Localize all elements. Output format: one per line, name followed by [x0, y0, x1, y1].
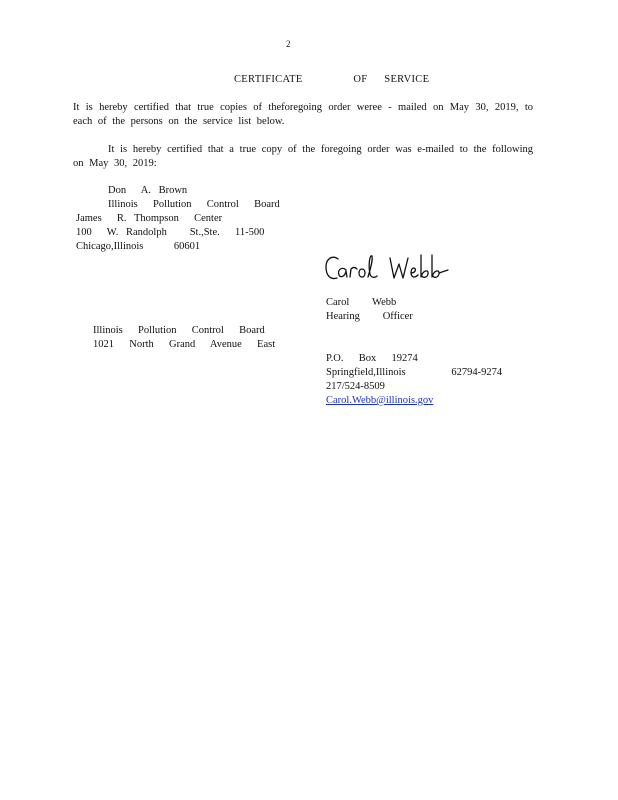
email-recipient-organization: Illinois Pollution Control Board [93, 325, 265, 336]
signature-text: Carol Webb [324, 285, 329, 286]
document-title: CERTIFICATE OF SERVICE [234, 74, 430, 85]
emailed-certification-paragraph: It is hereby certified that a true copy of the foregoing order was e-mailed to the following on May 30, 2019: [73, 144, 533, 169]
recipient-street: 100 W. Randolph St.,Ste. 11-500 [76, 227, 265, 238]
signatory-title: Hearing Officer [326, 311, 413, 322]
email-recipient-street: 1021 North Grand Avenue East [93, 339, 276, 350]
recipient-name: Don A. Brown [108, 185, 188, 196]
signatory-email-link[interactable]: Carol.Webb@illinois.gov [326, 395, 434, 406]
signatory-phone: 217/524-8509 [326, 381, 385, 392]
signature-image [324, 252, 452, 286]
signatory-po-box: P.O. Box 19274 [326, 353, 418, 364]
page-number: 2 [286, 39, 291, 49]
recipient-city: Chicago,Illinois 60601 [76, 241, 201, 252]
recipient-building: James R. Thompson Center [76, 213, 223, 224]
recipient-organization: Illinois Pollution Control Board [108, 199, 280, 210]
signatory-name: Carol Webb [326, 297, 397, 308]
mailed-certification-paragraph: It is hereby certified that true copies of theforegoing order weree - mailed on May 30, 2019, to each of the persons on the service list below. [73, 102, 533, 127]
signatory-city: Springfield,Illinois 62794-9274 [326, 367, 503, 378]
